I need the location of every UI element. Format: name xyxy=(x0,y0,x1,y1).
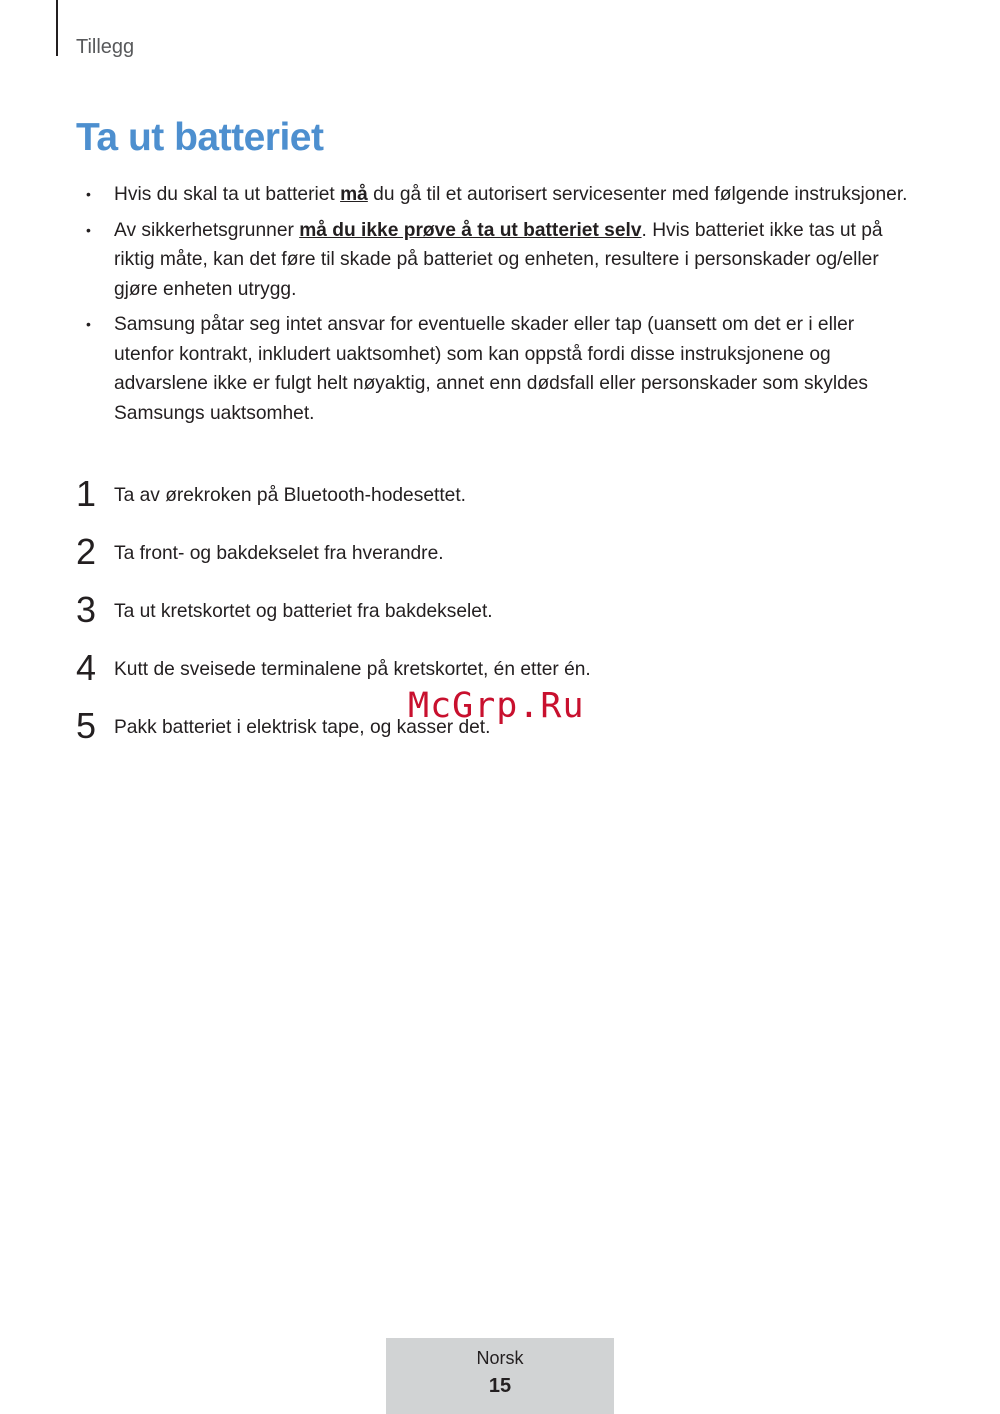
bullet-text-post: du gå til et autorisert servicesenter med følgende instruksjoner. xyxy=(367,184,908,205)
section-label: Tillegg xyxy=(76,36,135,58)
bullet-emphasis: må xyxy=(340,184,368,205)
footer-language: Norsk xyxy=(476,1348,524,1368)
warning-list xyxy=(86,180,916,434)
watermark: McGrp.Ru xyxy=(408,686,585,726)
bullet-icon: • xyxy=(86,221,91,238)
bullet-icon: • xyxy=(86,186,91,202)
bullet-text-pre: Hvis du skal ta ut batteriet xyxy=(114,184,341,205)
bullet-text-pre: Samsung påtar seg intet ansvar for eventuelle skader eller tap (uansett om det er i eller utenfor kontrakt, inkludert uaktsomhet) som kan oppstå fordi disse instruksjonene og advarslene ikke er fulgt helt nøyaktig, annet enn dødsfall eller personskader som skyldes Samsungs uaktsomhet. xyxy=(114,314,869,424)
step-number: 4 xyxy=(76,647,97,688)
page-footer xyxy=(386,1338,614,1414)
page-number: 15 xyxy=(488,1375,512,1397)
step-text: Ta front- og bakdekselet fra hverandre. xyxy=(114,543,444,564)
bullet-text-pre: Av sikkerhetsgrunner xyxy=(114,219,300,241)
step-item xyxy=(76,474,916,532)
bullet-emphasis: må du ikke prøve å ta ut batteriet selv xyxy=(299,219,642,241)
bullet-text-post: . Hvis batteriet ikke tas ut på riktig måte, kan det føre til skade på batteriet og enheten, resultere i personskader og/eller gjøre enheten utrygg. xyxy=(114,219,883,300)
list-item xyxy=(86,180,916,210)
list-item xyxy=(86,216,916,305)
list-item xyxy=(86,310,916,428)
step-number: 3 xyxy=(76,589,97,630)
step-number: 1 xyxy=(76,473,97,514)
step-text: Kutt de sveisede terminalene på kretskortet, én etter én. xyxy=(114,659,591,680)
step-text: Ta ut kretskortet og batteriet fra bakdekselet. xyxy=(114,601,493,622)
step-item xyxy=(76,590,916,648)
step-number: 2 xyxy=(76,531,97,572)
page-title: Ta ut batteriet xyxy=(76,116,324,159)
step-text: Ta av ørekroken på Bluetooth-hodesettet. xyxy=(114,485,466,506)
step-number: 5 xyxy=(76,705,97,746)
step-text: Pakk batteriet i elektrisk tape, og kasser det. xyxy=(114,717,491,738)
section-divider xyxy=(56,0,58,56)
bullet-icon: • xyxy=(86,316,91,332)
step-item xyxy=(76,532,916,590)
